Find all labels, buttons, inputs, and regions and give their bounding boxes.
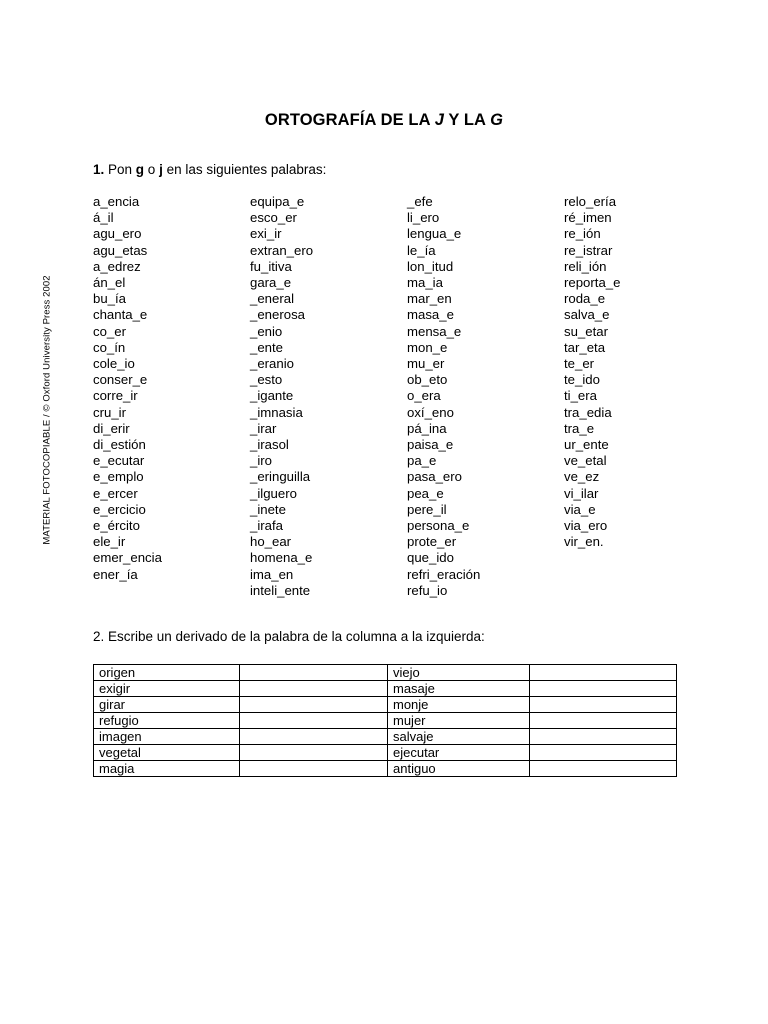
table-row (94, 745, 677, 761)
word-item: te_ido (564, 372, 600, 388)
word-item: ima_en (250, 566, 294, 582)
word-item: _inete (250, 501, 286, 517)
instruction-text: o (144, 162, 160, 177)
word-item: equipa_e (250, 194, 305, 209)
answer-cell[interactable] (240, 761, 388, 777)
word-cell: ejecutar (388, 745, 530, 761)
word-item: prote_er (407, 534, 457, 550)
letter-j: j (159, 162, 163, 177)
word-item: _ente (250, 339, 284, 355)
table-row (94, 665, 677, 681)
title-text-join: Y LA (443, 111, 491, 129)
answer-cell[interactable] (530, 697, 677, 713)
word-item: via_ero (564, 518, 608, 534)
word-item: ener_ía (93, 566, 138, 582)
instruction-text: Pon (104, 162, 136, 177)
word-item: gara_e (250, 275, 292, 291)
word-item: _irar (250, 420, 277, 436)
letter-g: g (135, 162, 145, 177)
word-item: refri_eración (407, 566, 481, 582)
word-item: ele_ir (93, 534, 126, 550)
title-letter-g: G (490, 111, 504, 129)
word-item: corre_ir (93, 388, 138, 404)
word-item: bu_ía (93, 291, 127, 307)
word-item: a_edrez (93, 258, 141, 274)
word-item: e_ército (93, 518, 140, 534)
word-item: _eneral (250, 291, 294, 307)
word-item: pere_il (407, 501, 447, 517)
word-item: que_ido (407, 550, 454, 566)
word-item: chanta_e (93, 307, 148, 323)
word-item: ho_ear (250, 534, 292, 550)
word-cell: girar (94, 697, 240, 713)
word-item: _enio (250, 323, 283, 339)
derivatives-table (93, 664, 677, 777)
exercise-2-instruction: 2. Escribe un derivado de la palabra de la columna a la izquierda: (93, 629, 485, 644)
word-item: ma_ia (407, 275, 443, 291)
word-item: pa_e (407, 453, 437, 469)
title-text: ORTOGRAFÍA DE LA (264, 111, 435, 129)
word-item: di_estión (93, 437, 146, 453)
word-cell: magia (94, 761, 240, 777)
word-item: _imnasia (250, 404, 303, 420)
word-item: via_e (564, 501, 596, 517)
answer-cell[interactable] (530, 681, 677, 697)
word-item: refu_io (407, 582, 448, 598)
answer-cell[interactable] (240, 745, 388, 761)
answer-cell[interactable] (530, 713, 677, 729)
instruction-text: en las siguientes palabras: (162, 162, 327, 177)
word-item: _eringuilla (250, 469, 311, 485)
word-item: su_etar (564, 323, 608, 339)
word-item: salva_e (564, 307, 610, 323)
word-item: vi_ilar (564, 485, 599, 501)
word-item: fu_itiva (250, 258, 292, 274)
word-item: re_ión (564, 226, 601, 242)
word-column-2 (250, 194, 313, 599)
word-item: lon_itud (407, 258, 454, 274)
word-item: tar_eta (564, 339, 606, 355)
word-item: homena_e (250, 550, 313, 566)
word-item: o_era (407, 388, 441, 404)
word-item: mon_e (407, 339, 448, 355)
word-item: roda_e (564, 291, 606, 307)
answer-cell[interactable] (240, 697, 388, 713)
word-item: reli_ión (564, 258, 607, 274)
word-cell: salvaje (388, 729, 530, 745)
answer-cell[interactable] (530, 665, 677, 681)
word-item: masa_e (407, 307, 454, 323)
word-cell: masaje (388, 681, 530, 697)
answer-cell[interactable] (530, 761, 677, 777)
word-item: _ilguero (250, 485, 297, 501)
word-item: extran_ero (250, 242, 314, 258)
word-item: e_ecutar (93, 453, 145, 469)
word-item: mensa_e (407, 323, 462, 339)
answer-cell[interactable] (530, 745, 677, 761)
word-cell: antiguo (388, 761, 530, 777)
word-item: _eranio (250, 356, 294, 372)
word-item: ti_era (564, 388, 597, 404)
word-item: tra_edia (564, 404, 612, 420)
answer-cell[interactable] (240, 665, 388, 681)
word-item: _irafa (250, 518, 283, 534)
word-item: inteli_ente (250, 582, 311, 598)
word-item: e_emplo (93, 469, 144, 485)
word-item: emer_encia (93, 550, 162, 566)
word-cell: imagen (94, 729, 240, 745)
table-row (94, 681, 677, 697)
word-item: cole_io (93, 356, 135, 372)
word-item: agu_etas (93, 242, 148, 258)
word-item: co_er (93, 323, 126, 339)
word-item: ur_ente (564, 437, 609, 453)
word-item: án_el (93, 275, 126, 291)
word-item: exi_ir (250, 226, 282, 242)
word-item: co_ín (93, 339, 126, 355)
word-item: le_ía (407, 242, 436, 258)
word-item: ré_imen (564, 210, 612, 226)
word-cell: exigir (94, 681, 240, 697)
title-letter-j: J (434, 111, 444, 129)
word-item: reporta_e (564, 275, 621, 291)
word-item: _igante (250, 388, 294, 404)
answer-cell[interactable] (530, 729, 677, 745)
word-cell: mujer (388, 713, 530, 729)
table-row (94, 697, 677, 713)
word-item: pea_e (407, 485, 444, 501)
word-item: e_ercer (93, 485, 138, 501)
word-item: conser_e (93, 372, 148, 388)
word-item: _irasol (250, 437, 289, 453)
exercise-1-number: 1. (93, 162, 105, 177)
word-item: a_encia (93, 194, 140, 209)
table-row (94, 713, 677, 729)
exercise-1-instruction (93, 162, 326, 177)
word-item: _iro (250, 453, 272, 469)
word-item: persona_e (407, 518, 470, 534)
word-item: esco_er (250, 210, 297, 226)
copyright-side-note: MATERIAL FOTOCOPIABLE / © Oxford University Press 2002 (41, 275, 53, 545)
answer-cell[interactable] (240, 681, 388, 697)
word-item: re_istrar (564, 242, 613, 258)
word-item: pá_ina (407, 420, 447, 436)
word-item: di_erir (93, 420, 130, 436)
word-item: e_ercicio (93, 501, 146, 517)
word-column-3 (407, 194, 480, 599)
word-item: lengua_e (407, 226, 462, 242)
word-item: ve_ez (564, 469, 600, 485)
word-item: mu_er (407, 356, 445, 372)
page-title (0, 111, 768, 130)
word-column-4 (564, 194, 620, 550)
word-column-1 (93, 194, 162, 583)
word-item: cru_ir (93, 404, 126, 420)
word-item: _enerosa (250, 307, 305, 323)
word-item: _esto (250, 372, 283, 388)
table-row (94, 729, 677, 745)
answer-cell[interactable] (240, 729, 388, 745)
word-cell: viejo (388, 665, 530, 681)
word-cell: refugio (94, 713, 240, 729)
word-item: li_ero (407, 210, 440, 226)
word-cell: origen (94, 665, 240, 681)
word-item: á_il (93, 210, 114, 226)
word-item: _efe (407, 194, 433, 209)
word-cell: vegetal (94, 745, 240, 761)
word-item: paisa_e (407, 437, 454, 453)
word-item: oxí_eno (407, 404, 454, 420)
word-item: te_er (564, 356, 595, 372)
word-item: vir_en. (564, 534, 604, 550)
table-row (94, 761, 677, 777)
word-cell: monje (388, 697, 530, 713)
word-item: ve_etal (564, 453, 607, 469)
answer-cell[interactable] (240, 713, 388, 729)
word-item: ob_eto (407, 372, 448, 388)
word-item: pasa_ero (407, 469, 462, 485)
word-item: relo_ería (564, 194, 617, 209)
word-item: tra_e (564, 420, 595, 436)
word-item: agu_ero (93, 226, 142, 242)
word-item: mar_en (407, 291, 452, 307)
